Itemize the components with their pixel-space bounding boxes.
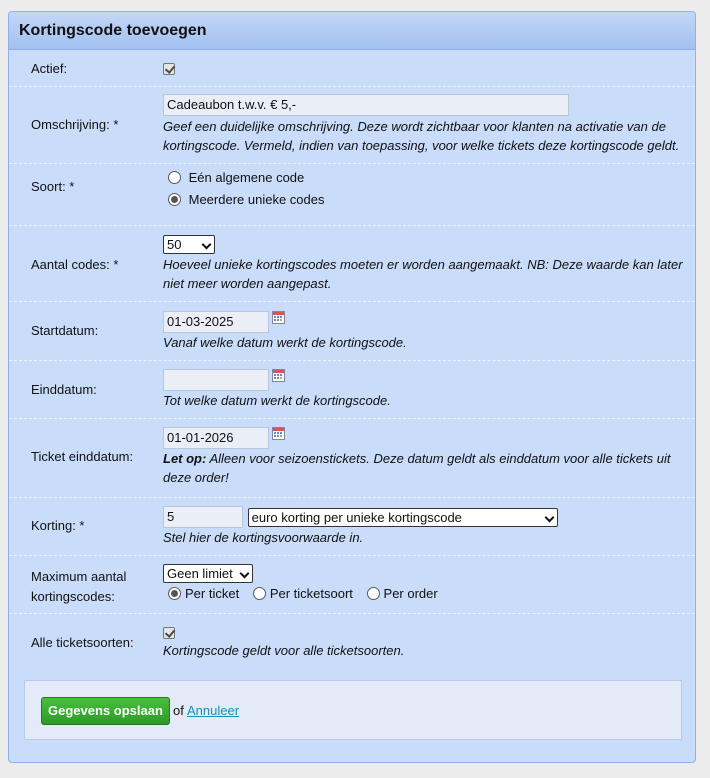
discount-amount-input[interactable]: 5 xyxy=(163,506,243,528)
chevron-down-icon xyxy=(544,512,554,522)
end-date-label: Einddatum: xyxy=(31,382,97,397)
start-date-input[interactable]: 01-03-2025 xyxy=(163,311,269,333)
cancel-link[interactable]: Annuleer xyxy=(187,703,240,718)
row-end-date xyxy=(9,361,695,419)
max-codes-value: Geen limiet xyxy=(167,566,233,581)
code-count-help: Hoeveel unieke kortingscodes moeten er worden aangemaakt. NB: Deze waarde kan later niet meer worden aangepast. xyxy=(163,257,683,291)
row-max-codes xyxy=(9,556,695,614)
row-description xyxy=(9,87,695,164)
row-ticket-end-date xyxy=(9,419,695,498)
per-ticket-type-label: Per ticketsoort xyxy=(269,586,353,601)
discount-label: Korting: * xyxy=(31,518,85,533)
discount-code-form xyxy=(8,11,696,763)
max-codes-select[interactable] xyxy=(163,564,253,583)
chevron-down-icon xyxy=(240,569,250,579)
discount-type-select[interactable] xyxy=(248,508,558,527)
calendar-icon[interactable] xyxy=(272,369,285,382)
row-type xyxy=(9,164,695,226)
row-start-date xyxy=(9,302,695,361)
start-date-label: Startdatum: xyxy=(31,323,99,338)
active-label: Actief: xyxy=(31,61,68,76)
discount-help: Stel hier de kortingsvoorwaarde in. xyxy=(163,530,364,545)
max-codes-option-per-order[interactable] xyxy=(367,586,438,601)
chevron-down-icon xyxy=(202,240,212,250)
type-option-single[interactable] xyxy=(168,170,696,192)
ticket-end-date-label: Ticket einddatum: xyxy=(31,449,134,464)
code-count-label: Aantal codes: * xyxy=(31,257,119,272)
save-button[interactable]: Gegevens opslaan xyxy=(41,697,170,725)
max-codes-option-per-ticket-type[interactable] xyxy=(253,586,353,601)
type-label: Soort: * xyxy=(31,179,75,194)
row-active xyxy=(9,50,695,87)
discount-type-value: euro korting per unieke kortingscode xyxy=(251,509,462,525)
ticket-end-date-input[interactable]: 01-01-2026 xyxy=(163,427,269,449)
description-help: Geef een duidelijke omschrijving. Deze wordt zichtbaar voor klanten na activatie van de kortingscode. Vermeld, indien van toepassing, voor welke tickets deze kortingscode geldt. xyxy=(163,119,680,153)
per-order-label: Per order xyxy=(383,586,438,601)
panel-title: Kortingscode toevoegen xyxy=(9,12,695,50)
type-option-multiple[interactable] xyxy=(168,192,696,214)
max-codes-label: Maximum aantal kortingscodes: xyxy=(31,569,127,604)
per-ticket-label: Per ticket xyxy=(185,586,240,601)
all-ticket-types-checkbox[interactable] xyxy=(163,627,175,639)
type-option-multiple-label: Meerdere unieke codes xyxy=(188,192,325,207)
ticket-end-date-help-text: Alleen voor seizoenstickets. Deze datum geldt als einddatum voor alle tickets uit deze order! xyxy=(163,451,671,485)
per-order-radio[interactable] xyxy=(367,587,380,600)
description-label: Omschrijving: * xyxy=(31,117,119,132)
type-radio-multiple[interactable] xyxy=(168,193,181,206)
end-date-help: Tot welke datum werkt de kortingscode. xyxy=(163,393,391,408)
calendar-icon[interactable] xyxy=(272,427,285,440)
start-date-help: Vanaf welke datum werkt de kortingscode. xyxy=(163,335,407,350)
code-count-value: 50 xyxy=(167,237,182,252)
form-actions xyxy=(24,680,682,740)
calendar-icon[interactable] xyxy=(272,311,285,324)
description-input[interactable]: Cadeaubon t.w.v. € 5,- xyxy=(163,94,569,116)
per-ticket-type-radio[interactable] xyxy=(253,587,266,600)
type-radio-single[interactable] xyxy=(168,171,181,184)
row-code-count xyxy=(9,226,695,302)
code-count-select[interactable] xyxy=(163,235,215,254)
end-date-input[interactable] xyxy=(163,369,269,391)
all-ticket-types-help: Kortingscode geldt voor alle ticketsoorten. xyxy=(163,643,405,658)
row-all-ticket-types xyxy=(9,614,695,674)
ticket-end-date-warning: Let op: xyxy=(163,451,207,466)
row-discount xyxy=(9,498,695,556)
per-ticket-radio[interactable] xyxy=(168,587,181,600)
active-checkbox[interactable] xyxy=(163,63,175,75)
all-ticket-types-label: Alle ticketsoorten: xyxy=(31,635,134,650)
type-option-single-label: Eén algemene code xyxy=(188,170,305,185)
or-text: of xyxy=(173,703,184,718)
ticket-end-date-help xyxy=(163,449,691,487)
max-codes-option-per-ticket[interactable] xyxy=(168,586,239,601)
